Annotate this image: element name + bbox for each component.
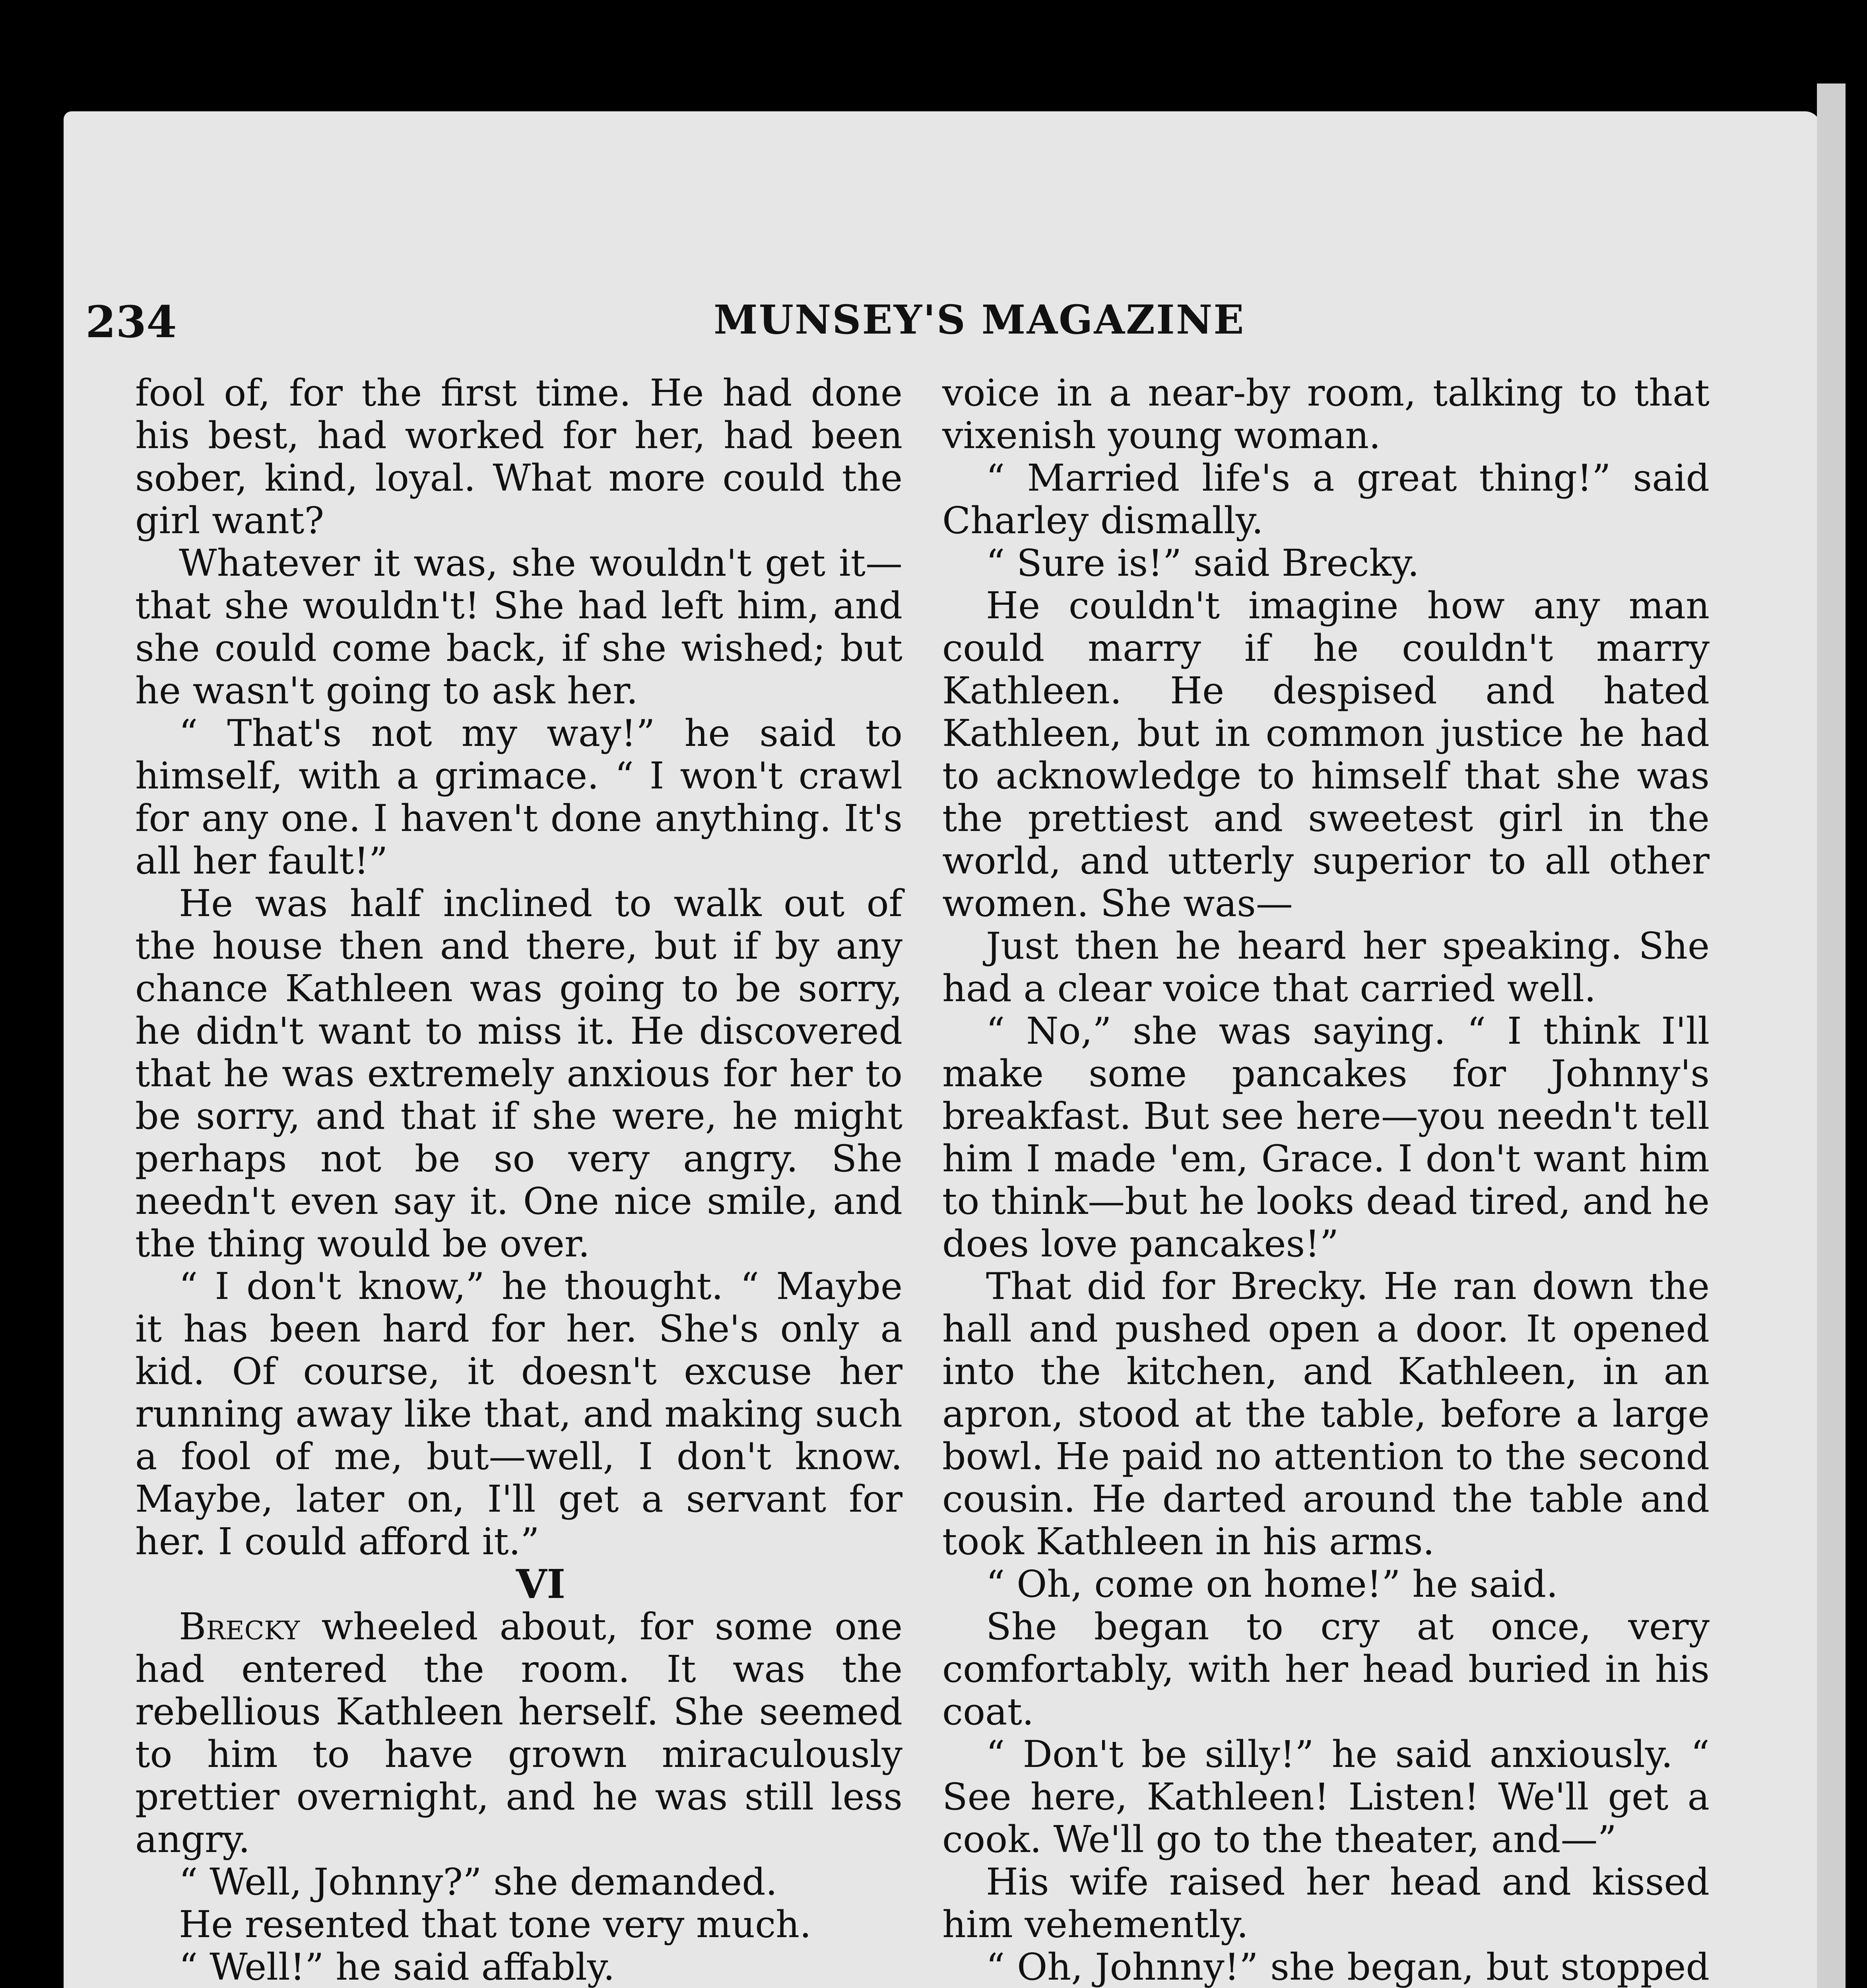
paragraph: “ Well!” he said affably. [179, 1945, 615, 1988]
paragraph: Whatever it was, she wouldn't get it—that she wouldn't! She had left him, and she could come back, if she wished; but he wasn't going to ask her. [135, 542, 902, 712]
paragraph: “ No,” she was saying. “ I think I'll make some pancakes for Johnny's breakfast. But see here—you needn't tell him I made 'em, Grace. I don't want him to think—but he looks dead tired, and he does love pancakes!” [942, 1010, 1710, 1265]
paragraph: “ Sure is!” said Brecky. [986, 542, 1419, 584]
left-column [135, 372, 902, 1988]
paragraph: voice in a near-by room, talking to that vixenish young woman. [942, 371, 1710, 457]
next-page-edge [1817, 83, 1846, 1988]
paragraph-text: “ Oh, Johnny!” she began, but stopped [986, 1945, 1710, 1988]
paragraph: He resented that tone very much. [179, 1903, 811, 1946]
paragraph: “ Married life's a great thing!” said Charley dismally. [942, 456, 1710, 542]
paragraph [942, 1946, 1710, 1988]
section-heading: VI [516, 1561, 566, 1607]
paragraph: Just then he heard her speaking. She had a clear voice that carried well. [942, 924, 1710, 1010]
paragraph: His wife raised her head and kissed him vehemently. [942, 1860, 1710, 1946]
smallcaps-lead: Brecky [179, 1605, 300, 1648]
page-header [85, 296, 1716, 348]
paragraph: fool of, for the first time. He had done his best, had worked for her, had been sober, kind, loyal. What more could the girl want? [135, 371, 902, 542]
paragraph: “ I don't know,” he thought. “ Maybe it has been hard for her. She's only a kid. Of course, it doesn't excuse her running away like that, and making such a fool of me, but—well, I don't know. Maybe, later on, I'll get a servant for her. I could afford it.” [135, 1265, 902, 1563]
paragraph: He couldn't imagine how any man could marry if he couldn't marry Kathleen. He despised and hated Kathleen, but in common justice he had to acknowledge to himself that she was the prettiest and sweetest girl in the world, and utterly superior to all other women. She was— [942, 584, 1710, 925]
paragraph: “ Oh, come on home!” he said. [986, 1563, 1558, 1606]
paragraph [135, 1606, 902, 1861]
paragraph: He was half inclined to walk out of the house then and there, but if by any chance Kathleen was going to be sorry, he didn't want to miss it. He discovered that he was extremely anxious for her to be sorry, and that if she were, he might perhaps not be so very angry. She needn't even say it. One nice smile, and the thing would be over. [135, 882, 902, 1265]
paragraph: She began to cry at once, very comfortably, with her head buried in his coat. [942, 1605, 1710, 1733]
paragraph: “ That's not my way!” he said to himself, with a grimace. “ I won't crawl for any one. I haven't done anything. It's all her fault!” [135, 712, 902, 882]
paragraph-text: wheeled about, for some one had entered the room. It was the rebellious Kathleen herself. She seemed to him to have grown miraculously prettier overnight, and he was still less angry. [135, 1605, 902, 1861]
paragraph: “ Well, Johnny?” she demanded. [179, 1860, 778, 1903]
page-number: 234 [85, 296, 177, 348]
paragraph: That did for Brecky. He ran down the hall and pushed open a door. It opened into the kitchen, and Kathleen, in an apron, stood at the table, before a large bowl. He paid no attention to the second cousin. He darted around the table and took Kathleen in his arms. [942, 1265, 1710, 1563]
paragraph: “ Don't be silly!” he said anxiously. “ See here, Kathleen! Listen! We'll get a cook. We'll go to the theater, and—” [942, 1733, 1710, 1861]
running-head: MUNSEY'S MAGAZINE [714, 296, 1245, 343]
right-column [942, 372, 1710, 1988]
